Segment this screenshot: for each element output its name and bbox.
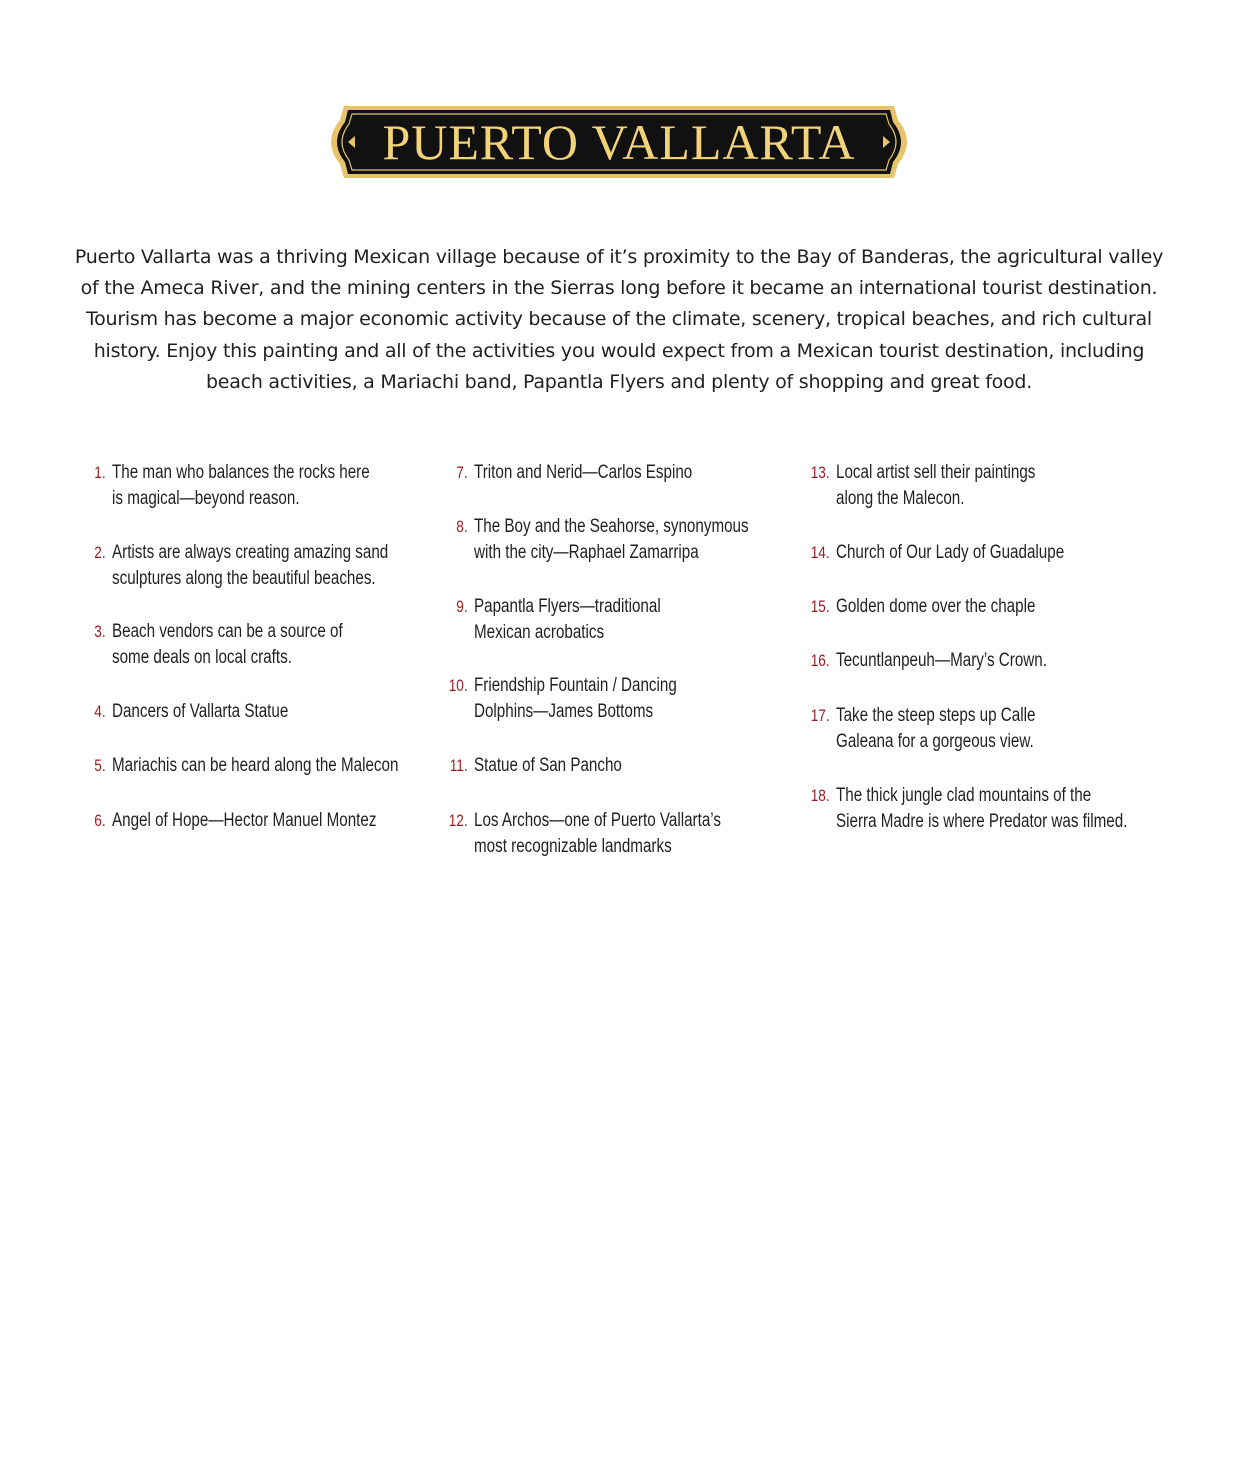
legend-number: 7. <box>456 463 468 482</box>
legend-number: 9. <box>456 597 468 616</box>
legend-item <box>446 808 721 859</box>
legend-text: Beach vendors can be a source of some deals on local crafts. <box>112 621 343 668</box>
legend-item <box>84 699 288 725</box>
legend-text: Local artist sell their paintings along the Malecon. <box>836 462 1036 509</box>
legend-item <box>84 619 343 670</box>
legend-text: Los Archos—one of Puerto Vallarta’s most recognizable landmarks <box>474 810 721 857</box>
legend-number: 12. <box>448 811 468 830</box>
legend-number: 5. <box>94 756 106 775</box>
legend-text: The Boy and the Seahorse, synonymous with the city—Raphael Zamarripa <box>474 516 749 563</box>
legend-number: 2. <box>94 543 106 562</box>
legend-text: Papantla Flyers—traditional Mexican acrobatics <box>474 596 661 643</box>
legend-item <box>808 703 1035 754</box>
legend-number: 10. <box>448 676 468 695</box>
legend-number: 16. <box>810 651 830 670</box>
title-banner <box>322 106 916 178</box>
legend-item <box>84 753 398 779</box>
legend-text: Triton and Nerid—Carlos Espino <box>474 462 693 483</box>
legend-number: 11. <box>449 756 468 775</box>
legend-item <box>808 648 1047 674</box>
legend-item <box>808 594 1035 620</box>
legend-number: 18. <box>810 786 830 805</box>
legend-number: 8. <box>456 517 468 536</box>
legend-text: Statue of San Pancho <box>474 755 622 776</box>
legend-number: 1. <box>94 463 106 482</box>
legend-number: 6. <box>94 811 106 830</box>
legend-item <box>446 514 749 565</box>
legend-item <box>446 753 622 779</box>
legend-item <box>808 783 1127 834</box>
legend-text: Tecuntlanpeuh—Mary’s Crown. <box>836 650 1047 671</box>
legend-item <box>808 540 1064 566</box>
legend-text: Friendship Fountain / Dancing Dolphins—James Bottoms <box>474 675 677 722</box>
legend-number: 15. <box>810 597 830 616</box>
legend-text: The man who balances the rocks here is magical—beyond reason. <box>112 462 370 509</box>
legend-item <box>84 808 376 834</box>
legend-item <box>84 540 388 591</box>
legend-number: 17. <box>810 706 830 725</box>
legend-item <box>808 460 1035 511</box>
legend-text: Dancers of Vallarta Statue <box>112 701 289 722</box>
legend-text: Take the steep steps up Calle Galeana for a gorgeous view. <box>836 705 1036 752</box>
legend-text: Mariachis can be heard along the Malecon <box>112 755 399 776</box>
legend-number: 4. <box>94 702 106 721</box>
intro-paragraph: Puerto Vallarta was a thriving Mexican village because of it’s proximity to the Bay of Banderas, the agricultural valley of the Ameca River, and the mining centers in the Sierras long before it became an international tourist destination. Tourism has become a major economic activity because of the climate, scenery, tropical beaches, and rich cultural history. Enjoy this painting and all of the activities you would expect from a Mexican tourist destination, including beach activities, a Mariachi band, Papantla Flyers and plenty of shopping and great food. <box>74 246 1164 393</box>
legend-item <box>84 460 370 511</box>
legend-text: Church of Our Lady of Guadalupe <box>836 542 1065 563</box>
legend-text: Golden dome over the chaple <box>836 596 1036 617</box>
legend-text: The thick jungle clad mountains of the Sierra Madre is where Predator was filmed. <box>836 785 1128 832</box>
legend-item <box>446 460 692 486</box>
legend-item <box>446 673 677 724</box>
legend-number: 14. <box>810 543 830 562</box>
legend-item <box>446 594 661 645</box>
legend-number: 13. <box>810 463 830 482</box>
legend-number: 3. <box>94 622 106 641</box>
legend-text: Angel of Hope—Hector Manuel Montez <box>112 810 377 831</box>
page-title: PUERTO VALLARTA <box>382 114 856 170</box>
legend-text: Artists are always creating amazing sand sculptures along the beautiful beaches. <box>112 542 389 589</box>
